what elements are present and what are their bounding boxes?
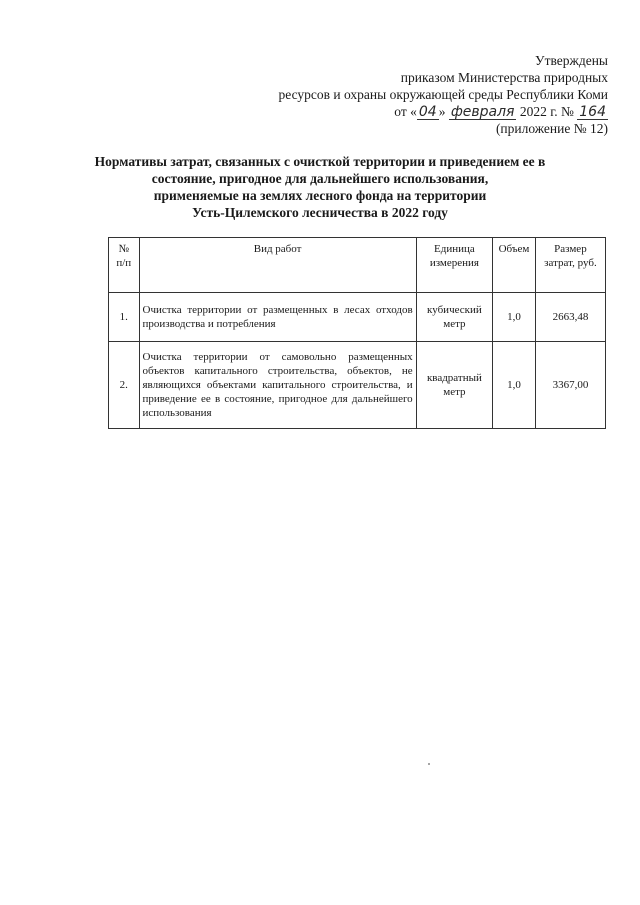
scan-speck — [428, 763, 430, 765]
date-prefix: от « — [394, 104, 417, 119]
date-month-handwritten: февраля — [450, 104, 515, 120]
title-line-1: Нормативы затрат, связанных с очисткой территории и приведением ее в — [94, 154, 546, 169]
row-number: 1. — [109, 293, 140, 342]
order-number-handwritten: 164 — [579, 104, 606, 120]
header-cost — [535, 238, 605, 293]
header-number-abbr: п/п — [116, 257, 132, 269]
approval-order-by: приказом Министерства природных — [400, 70, 608, 85]
table-header-row — [109, 238, 606, 293]
title-line-4: Усть-Цилемского лесничества в 2022 году — [192, 205, 448, 220]
row-cost: 2663,48 — [535, 293, 605, 342]
header-unit-line2: измерения — [429, 257, 479, 269]
row-unit-line1: кубический — [427, 304, 482, 316]
row-unit — [416, 293, 492, 342]
norms-table — [108, 237, 606, 429]
header-unit-line1: Единица — [434, 243, 475, 255]
approval-ministry: ресурсов и охраны окружающей среды Республики Коми — [278, 87, 608, 102]
header-number-symbol: № — [118, 243, 129, 255]
date-sep: » — [438, 104, 446, 119]
header-volume: Объем — [493, 238, 536, 293]
approval-date-line — [188, 103, 608, 120]
title-line-3: применяемые на землях лесного фонда на территории — [153, 188, 487, 203]
document-title — [88, 153, 552, 221]
row-cost: 3367,00 — [535, 342, 605, 429]
approval-appendix: (приложение № 12) — [495, 121, 608, 136]
row-unit-line2: метр — [443, 318, 466, 330]
row-unit-line2: метр — [443, 386, 466, 398]
row-unit-line1: квадратный — [426, 372, 482, 384]
row-volume: 1,0 — [493, 293, 536, 342]
approval-block — [188, 52, 608, 137]
row-volume: 1,0 — [493, 342, 536, 429]
header-unit — [416, 238, 492, 293]
header-number — [109, 238, 140, 293]
table-row — [109, 342, 606, 429]
header-work-type: Вид работ — [139, 238, 416, 293]
header-cost-line1: Размер — [554, 243, 587, 255]
date-day-handwritten: 04 — [418, 104, 437, 120]
approval-approved: Утверждены — [535, 53, 608, 68]
title-line-2: состояние, пригодное для дальнейшего использования, — [151, 171, 489, 186]
header-cost-line2: затрат, руб. — [544, 257, 597, 269]
row-work-type: Очистка территории от размещенных в лесах отходов производства и потребления — [139, 293, 416, 342]
date-year: 2022 г. № — [519, 104, 574, 119]
row-work-type: Очистка территории от самовольно размещенных объектов капитального строительства, объектов, не являющихся объектами капитального строительства, и приведение ее в состояние, пригодное для дальнейшего использования — [139, 342, 416, 429]
row-unit — [416, 342, 492, 429]
row-number: 2. — [109, 342, 140, 429]
table-row — [109, 293, 606, 342]
